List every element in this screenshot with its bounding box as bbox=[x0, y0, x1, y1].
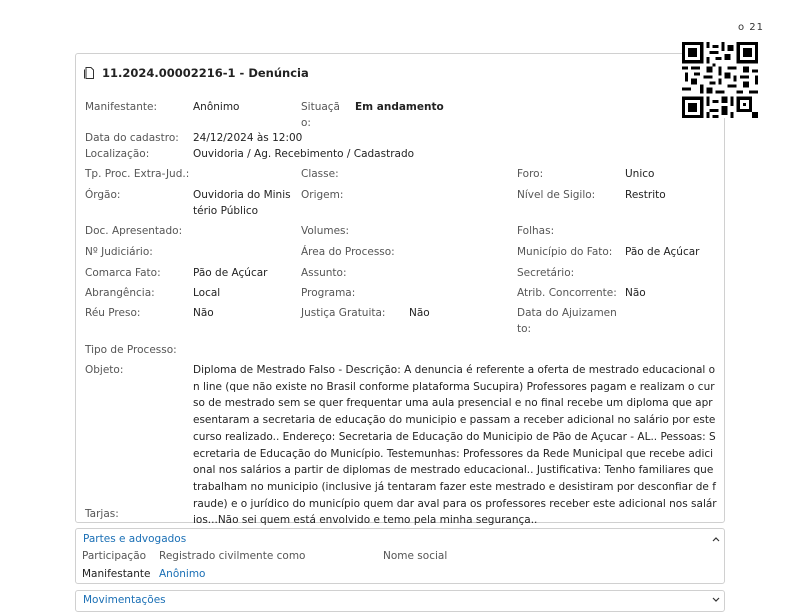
volumes-label: Volumes: bbox=[301, 225, 350, 237]
participante-name-link[interactable]: Anônimo bbox=[159, 568, 206, 580]
objeto-value: Diploma de Mestrado Falso - Descrição: A denuncia é referente a oferta de mestrado educacional on line (que não existe no Brasil conforme plataforma Sucupira) Professores pagam e realizam o curso de mestrado sem se quer frequentar uma aula presencial e no final recebe um diploma que apresentaram a secretaria de educação do municipio e passam a receber adicional no salário por este curso realizado.. Endereço: Secretaria de Educação do Municipio de Pão de Açucar - AL.. Pessoas: Secretaria de Educação do Município. Testemunhas: Professores da Rede Municipal que recebe adicional nos salários a partir de diplomas de mestrado educacional.. Justificativa: Tenho familiares que trabalham no municipio (inclusive já tentaram fazer este mestrado e desistiram por desconfiar de fraude) e o jurídico do município quem dar aval para os professores receber este adicional nos salários...Não sei quem está envolvido e temo pela minha segurança.. bbox=[193, 364, 717, 527]
clipped-top-text: o 21 bbox=[738, 22, 765, 33]
chevron-down-icon[interactable] bbox=[712, 597, 720, 603]
process-header bbox=[84, 66, 309, 80]
comarca-label: Comarca Fato: bbox=[85, 267, 161, 279]
municipio-fato-value: Pão de Açúcar bbox=[625, 246, 700, 258]
participacao-cell: Manifestante bbox=[82, 568, 151, 580]
tarjas-label: Tarjas: bbox=[85, 508, 119, 520]
secretario-label: Secretário: bbox=[517, 267, 575, 279]
manifestante-label: Manifestante: bbox=[85, 101, 158, 113]
situacao-label-1: Situaçã bbox=[301, 101, 340, 113]
localizacao-label: Localização: bbox=[85, 148, 150, 160]
orgao-label: Órgão: bbox=[85, 189, 121, 201]
comarca-value: Pão de Açúcar bbox=[193, 267, 268, 279]
document-icon bbox=[84, 67, 94, 79]
registrado-column-header: Registrado civilmente como bbox=[159, 550, 306, 562]
data-ajuizamento-label-2: to: bbox=[517, 323, 532, 335]
manifestante-value: Anônimo bbox=[193, 101, 240, 113]
orgao-value-2: tério Público bbox=[193, 205, 259, 217]
n-judiciario-label: Nº Judiciário: bbox=[85, 246, 153, 258]
movimentacoes-panel bbox=[75, 590, 725, 612]
data-cadastro-value: 24/12/2024 às 12:00 bbox=[193, 132, 303, 144]
assunto-label: Assunto: bbox=[301, 267, 347, 279]
origem-label: Origem: bbox=[301, 189, 344, 201]
doc-apresentado-label: Doc. Apresentado: bbox=[85, 225, 183, 237]
objeto-label: Objeto: bbox=[85, 364, 124, 376]
data-ajuizamento-label-1: Data do Ajuizamen bbox=[517, 307, 617, 319]
partes-panel-title[interactable]: Partes e advogados bbox=[83, 533, 187, 545]
chevron-up-icon[interactable] bbox=[712, 536, 720, 542]
foro-value: Unico bbox=[625, 168, 655, 180]
participacao-column-header: Participação bbox=[82, 550, 147, 562]
programa-label: Programa: bbox=[301, 287, 356, 299]
partes-panel bbox=[75, 528, 725, 584]
abrangencia-label: Abrangência: bbox=[85, 287, 155, 299]
municipio-fato-label: Município do Fato: bbox=[517, 246, 613, 258]
atrib-concorrente-value: Não bbox=[625, 287, 646, 299]
process-details-card bbox=[75, 53, 725, 527]
tp-proc-label: Tp. Proc. Extra-Jud.: bbox=[85, 168, 190, 180]
area-processo-label: Área do Processo: bbox=[301, 246, 395, 258]
movimentacoes-panel-title[interactable]: Movimentações bbox=[83, 594, 166, 606]
process-title: 11.2024.00002216-1 - Denúncia bbox=[102, 66, 309, 80]
abrangencia-value: Local bbox=[193, 287, 221, 299]
sigilo-label: Nível de Sigilo: bbox=[517, 189, 596, 201]
reu-preso-value: Não bbox=[193, 307, 214, 319]
tipo-processo-label: Tipo de Processo: bbox=[85, 344, 177, 356]
justica-gratuita-label: Justiça Gratuita: bbox=[301, 307, 386, 319]
classe-label: Classe: bbox=[301, 168, 339, 180]
data-cadastro-label: Data do cadastro: bbox=[85, 132, 179, 144]
qr-code bbox=[682, 42, 758, 118]
nome-social-column-header: Nome social bbox=[383, 550, 448, 562]
justica-gratuita-value: Não bbox=[409, 307, 430, 319]
folhas-label: Folhas: bbox=[517, 225, 555, 237]
localizacao-value: Ouvidoria / Ag. Recebimento / Cadastrado bbox=[193, 148, 415, 160]
situacao-label-2: o: bbox=[301, 117, 311, 129]
sigilo-value: Restrito bbox=[625, 189, 666, 201]
orgao-value-1: Ouvidoria do Minis bbox=[193, 189, 291, 201]
atrib-concorrente-label: Atrib. Concorrente: bbox=[517, 287, 617, 299]
situacao-value: Em andamento bbox=[355, 101, 444, 113]
foro-label: Foro: bbox=[517, 168, 544, 180]
reu-preso-label: Réu Preso: bbox=[85, 307, 141, 319]
